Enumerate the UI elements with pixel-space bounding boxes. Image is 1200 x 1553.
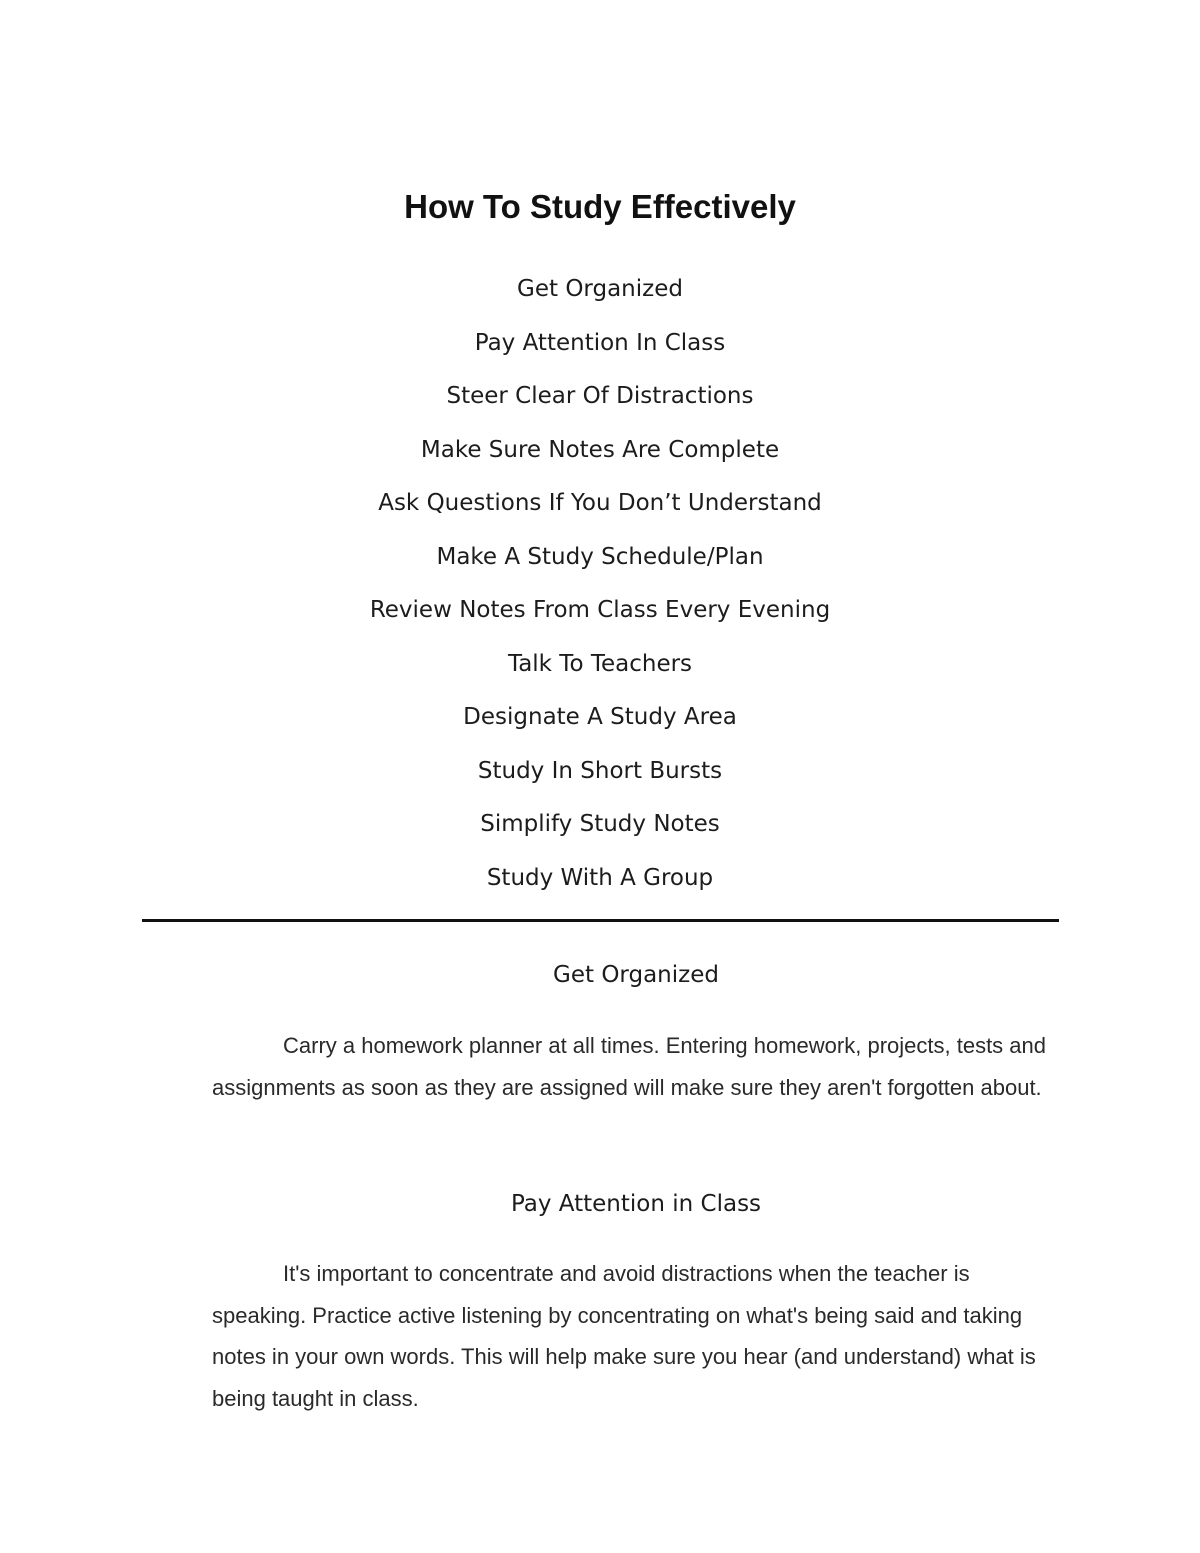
horizontal-divider <box>142 919 1059 922</box>
document-title: How To Study Effectively <box>404 188 796 225</box>
topic-list-item: Ask Questions If You Don’t Understand <box>378 490 822 516</box>
topic-list-item: Make Sure Notes Are Complete <box>420 436 780 463</box>
topic-list-item: Pay Attention In Class <box>474 329 726 356</box>
section-body-pay-attention: It's important to concentrate and avoid distractions when the teacher is speaking. Practice active listening by concentrating on what's being said and taking notes in your own words. This will help make sure you hear (and understand) what is being taught in class. <box>212 1261 1036 1411</box>
section-body-get-organized: Carry a homework planner at all times. Entering homework, projects, tests and assignments as soon as they are assigned will make sure they aren't forgotten about. <box>212 1033 1046 1100</box>
topic-list <box>0 268 1200 910</box>
topic-list-item: Make A Study Schedule/Plan <box>436 543 764 570</box>
topic-list-item: Review Notes From Class Every Evening <box>369 597 831 623</box>
topic-list-item: Steer Clear Of Distractions <box>446 383 754 409</box>
topic-list-item: Study In Short Bursts <box>477 757 723 784</box>
section-heading-get-organized: Get Organized <box>553 962 719 988</box>
topic-list-item: Simplify Study Notes <box>480 811 720 837</box>
section-heading-pay-attention: Pay Attention in Class <box>510 1191 762 1217</box>
topic-list-item: Talk To Teachers <box>507 650 693 677</box>
topic-list-item: Study With A Group <box>486 864 714 891</box>
topic-list-item: Get Organized <box>517 276 683 302</box>
topic-list-item: Designate A Study Area <box>463 704 737 730</box>
